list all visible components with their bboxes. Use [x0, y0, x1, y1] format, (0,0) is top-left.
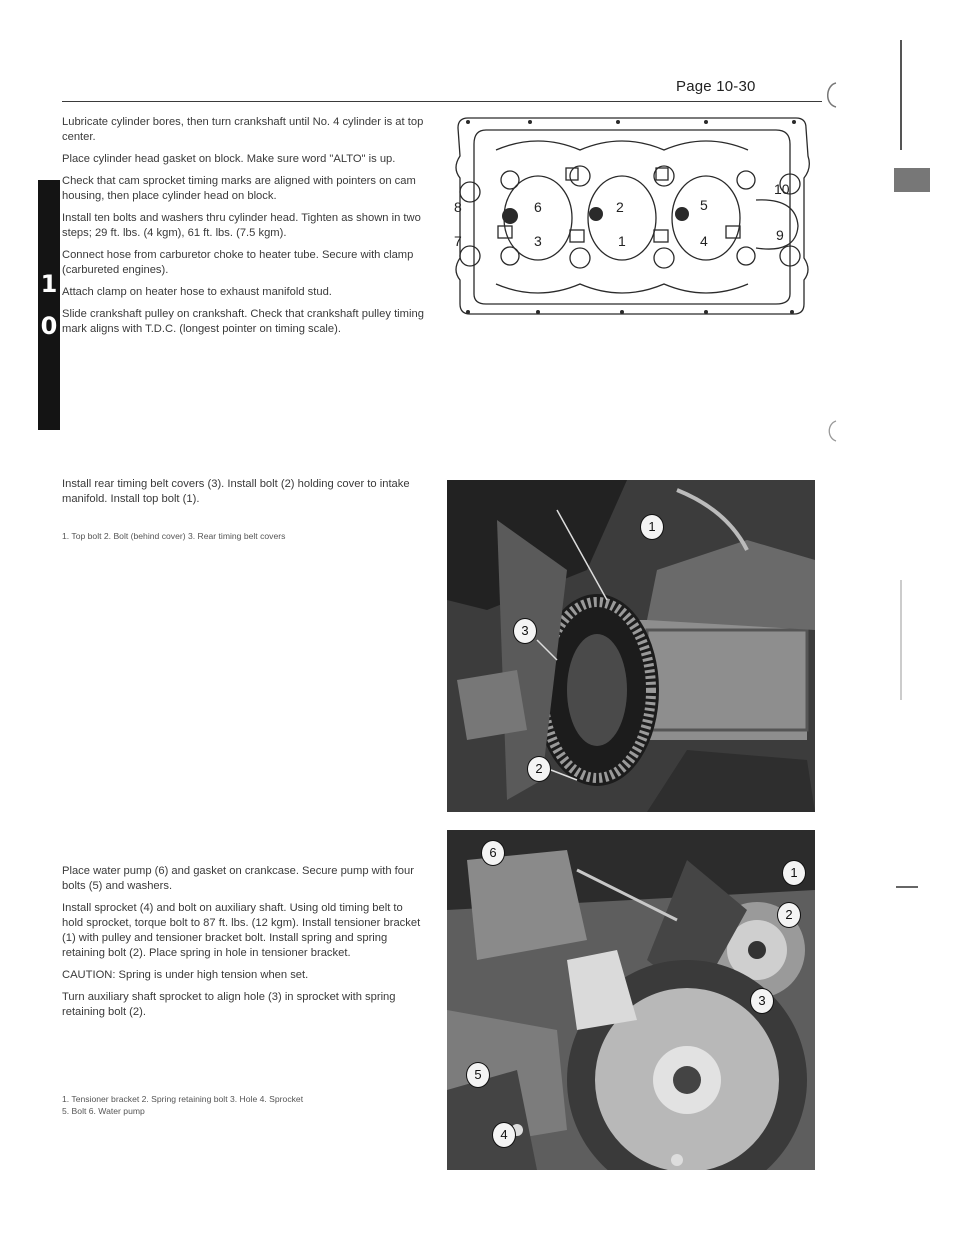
- scan-edge-mark: [900, 580, 902, 700]
- section3-text: [62, 864, 426, 1027]
- bolt-sequence-number: 3: [534, 233, 542, 249]
- photo-water-pump-sprocket: [447, 830, 815, 1170]
- instruction-paragraph: Turn auxiliary shaft sprocket to align hole (3) in sprocket with spring retaining bolt (2).: [62, 991, 396, 1018]
- instruction-paragraph: Place water pump (6) and gasket on crankcase. Secure pump with four bolts (5) and washers.: [62, 865, 414, 892]
- instruction-paragraph: Install ten bolts and washers thru cylinder head. Tighten as shown in two steps; 29 ft. lbs. (4 kgm), 61 ft. lbs. (7.5 kgm).: [62, 212, 421, 239]
- binder-hole-mark: [822, 418, 844, 444]
- bolt-sequence-number: 1: [618, 233, 626, 249]
- bolt-sequence-number: 10: [774, 181, 790, 197]
- photo-callout: 3: [750, 988, 774, 1014]
- photo-rear-timing-belt-covers: [447, 480, 815, 812]
- scan-edge-mark: [900, 40, 902, 150]
- photo-callout: 4: [492, 1122, 516, 1148]
- scan-edge-mark: [896, 886, 918, 888]
- bolt-sequence-number: 2: [616, 199, 624, 215]
- instruction-paragraph: Check that cam sprocket timing marks are aligned with pointers on cam housing, then place cylinder head on block.: [62, 175, 416, 202]
- cylinder-head-bolt-diagram: [446, 108, 818, 326]
- instruction-paragraph: Install rear timing belt covers (3). Install bolt (2) holding cover to intake manifold. Install top bolt (1).: [62, 478, 410, 505]
- bolt-sequence-number: 5: [700, 197, 708, 213]
- figure-caption: [62, 1093, 430, 1117]
- page-number: Page 10-30: [676, 78, 756, 95]
- scan-edge-mark: [894, 168, 930, 192]
- instruction-paragraph: Attach clamp on heater hose to exhaust manifold stud.: [62, 286, 332, 298]
- figure-caption: 1. Top bolt 2. Bolt (behind cover) 3. Rear timing belt covers: [62, 531, 286, 541]
- instruction-paragraph: Install sprocket (4) and bolt on auxiliary shaft. Using old timing belt to hold sprocket, torque bolt to 87 ft. lbs. (12 kgm). Install tensioner bracket (1) with pulley and tensioner bracket bolt. Install spring and spring retaining bolt (2). Place spring in hole in tensioner bracket.: [62, 902, 421, 959]
- caution-paragraph: CAUTION: Spring is under high tension when set.: [62, 969, 309, 981]
- bolt-sequence-number: 9: [776, 227, 784, 243]
- photo-callout: 5: [466, 1062, 490, 1088]
- binder-hole-mark: [820, 80, 844, 110]
- instruction-paragraph: Lubricate cylinder bores, then turn crankshaft until No. 4 cylinder is at top center.: [62, 116, 424, 143]
- instruction-paragraph: Place cylinder head gasket on block. Make sure word "ALTO" is up.: [62, 153, 396, 165]
- section1-text: [62, 115, 426, 344]
- chapter-digit: 1: [40, 270, 58, 298]
- photo-callout: 2: [527, 756, 551, 782]
- section2-text: [62, 477, 426, 514]
- photo-callout: 1: [640, 514, 664, 540]
- bolt-sequence-number: 4: [700, 233, 708, 249]
- bolt-sequence-number: 7: [454, 233, 462, 249]
- caption-line: 5. Bolt 6. Water pump: [62, 1106, 145, 1116]
- chapter-tab: [38, 180, 60, 430]
- photo-callout: 2: [777, 902, 801, 928]
- chapter-digit: 0: [40, 312, 58, 340]
- bolt-sequence-number: 6: [534, 199, 542, 215]
- photo-callout: 3: [513, 618, 537, 644]
- caption-line: 1. Tensioner bracket 2. Spring retaining bolt 3. Hole 4. Sprocket: [62, 1094, 304, 1104]
- photo-callout: 1: [782, 860, 806, 886]
- instruction-paragraph: Connect hose from carburetor choke to heater tube. Secure with clamp (carbureted engines).: [62, 249, 414, 276]
- header-rule: [62, 101, 822, 102]
- photo-callout: 6: [481, 840, 505, 866]
- bolt-sequence-number: 8: [454, 199, 462, 215]
- instruction-paragraph: Slide crankshaft pulley on crankshaft. Check that crankshaft pulley timing mark aligns with T.D.C. (longest pointer on timing scale).: [62, 308, 424, 335]
